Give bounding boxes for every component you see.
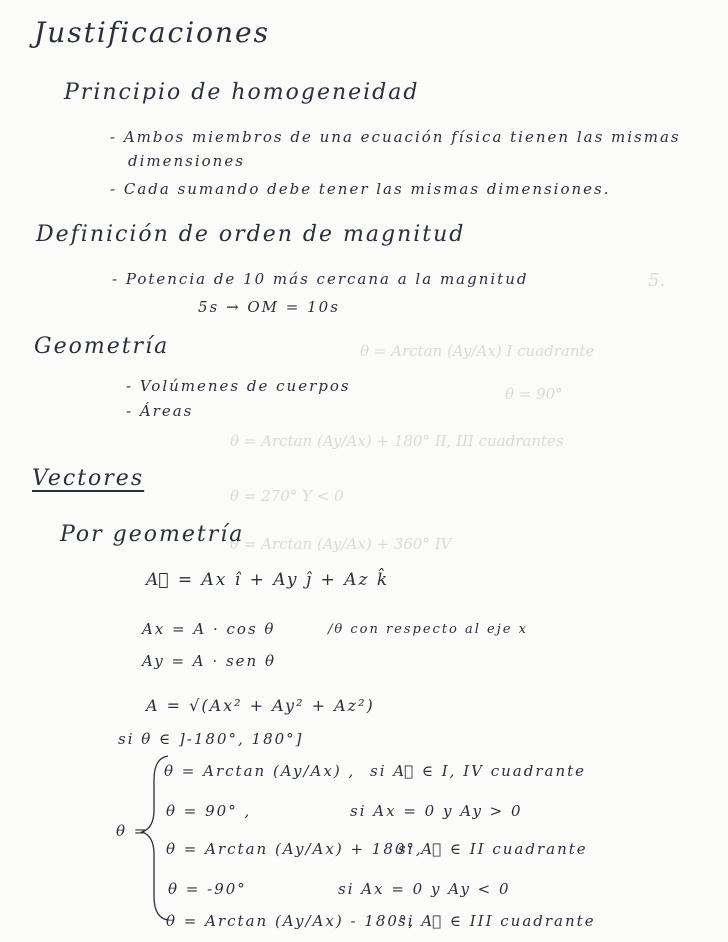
homogeneidad-bullet-2: - Cada sumando debe tener las mismas dimensiones.	[110, 180, 611, 198]
section-title-vectores: Vectores	[32, 466, 145, 491]
theta-case-2-cond: si Ax = 0 y Ay > 0	[350, 802, 523, 820]
equation-modulus: A = √(Ax² + Ay² + Az²)	[146, 696, 375, 715]
vectores-subtitle-geometria: Por geometría	[60, 522, 245, 547]
theta-case-5-expr: θ = Arctan (Ay/Ax) - 180°,	[166, 912, 416, 930]
bleed-through-line: θ = 270° Y < 0	[230, 487, 344, 505]
geometria-bullet-2: - Áreas	[126, 402, 194, 420]
equation-ax: Ax = A · cos θ	[142, 620, 276, 638]
theta-case-1-cond: si A⃗ ∈ I, IV cuadrante	[370, 762, 587, 780]
theta-case-3-cond: si A⃗ ∈ II cuadrante	[398, 840, 588, 858]
equation-ay: Ay = A · sen θ	[142, 652, 276, 670]
bleed-through-number: 5.	[648, 270, 666, 291]
theta-case-1-expr: θ = Arctan (Ay/Ax) ,	[164, 762, 356, 780]
geometria-bullet-1: - Volúmenes de cuerpos	[126, 377, 351, 395]
orden-magnitud-bullet: - Potencia de 10 más cercana a la magnitud	[112, 270, 529, 288]
theta-case-3-expr: θ = Arctan (Ay/Ax) + 180°,	[166, 840, 423, 858]
bleed-through-line: θ = Arctan (Ay/Ax) + 180° II, III cuadrantes	[230, 432, 564, 450]
equation-ax-note: /θ con respecto al eje x	[328, 622, 528, 637]
equation-vector-components: A⃗ = Ax î + Ay ĵ + Az k̂	[146, 570, 390, 590]
heading-justificaciones: Justificaciones	[34, 16, 270, 49]
theta-label: θ =	[116, 822, 149, 840]
orden-magnitud-example: 5s → OM = 10s	[198, 298, 340, 316]
bleed-through-line: θ = 90°	[505, 385, 563, 403]
homogeneidad-bullet-1-cont: dimensiones	[128, 152, 245, 170]
equation-theta-range: si θ ∈ ]-180°, 180°]	[118, 730, 304, 748]
bleed-through-line: θ = Arctan (Ay/Ax) + 360° IV	[230, 535, 452, 553]
section-title-geometria: Geometría	[34, 334, 170, 359]
theta-case-5-cond: si A⃗ ∈ III cuadrante	[398, 912, 596, 930]
homogeneidad-bullet-1: - Ambos miembros de una ecuación física tienen las mismas	[110, 128, 681, 146]
bleed-through-line: θ = Arctan (Ay/Ax) I cuadrante	[360, 342, 595, 360]
theta-case-4-expr: θ = -90°	[168, 880, 247, 898]
section-title-homogeneidad: Principio de homogeneidad	[64, 80, 420, 105]
section-title-orden-magnitud: Definición de orden de magnitud	[36, 222, 466, 247]
theta-case-4-cond: si Ax = 0 y Ay < 0	[338, 880, 511, 898]
theta-case-2-expr: θ = 90° ,	[166, 802, 252, 820]
